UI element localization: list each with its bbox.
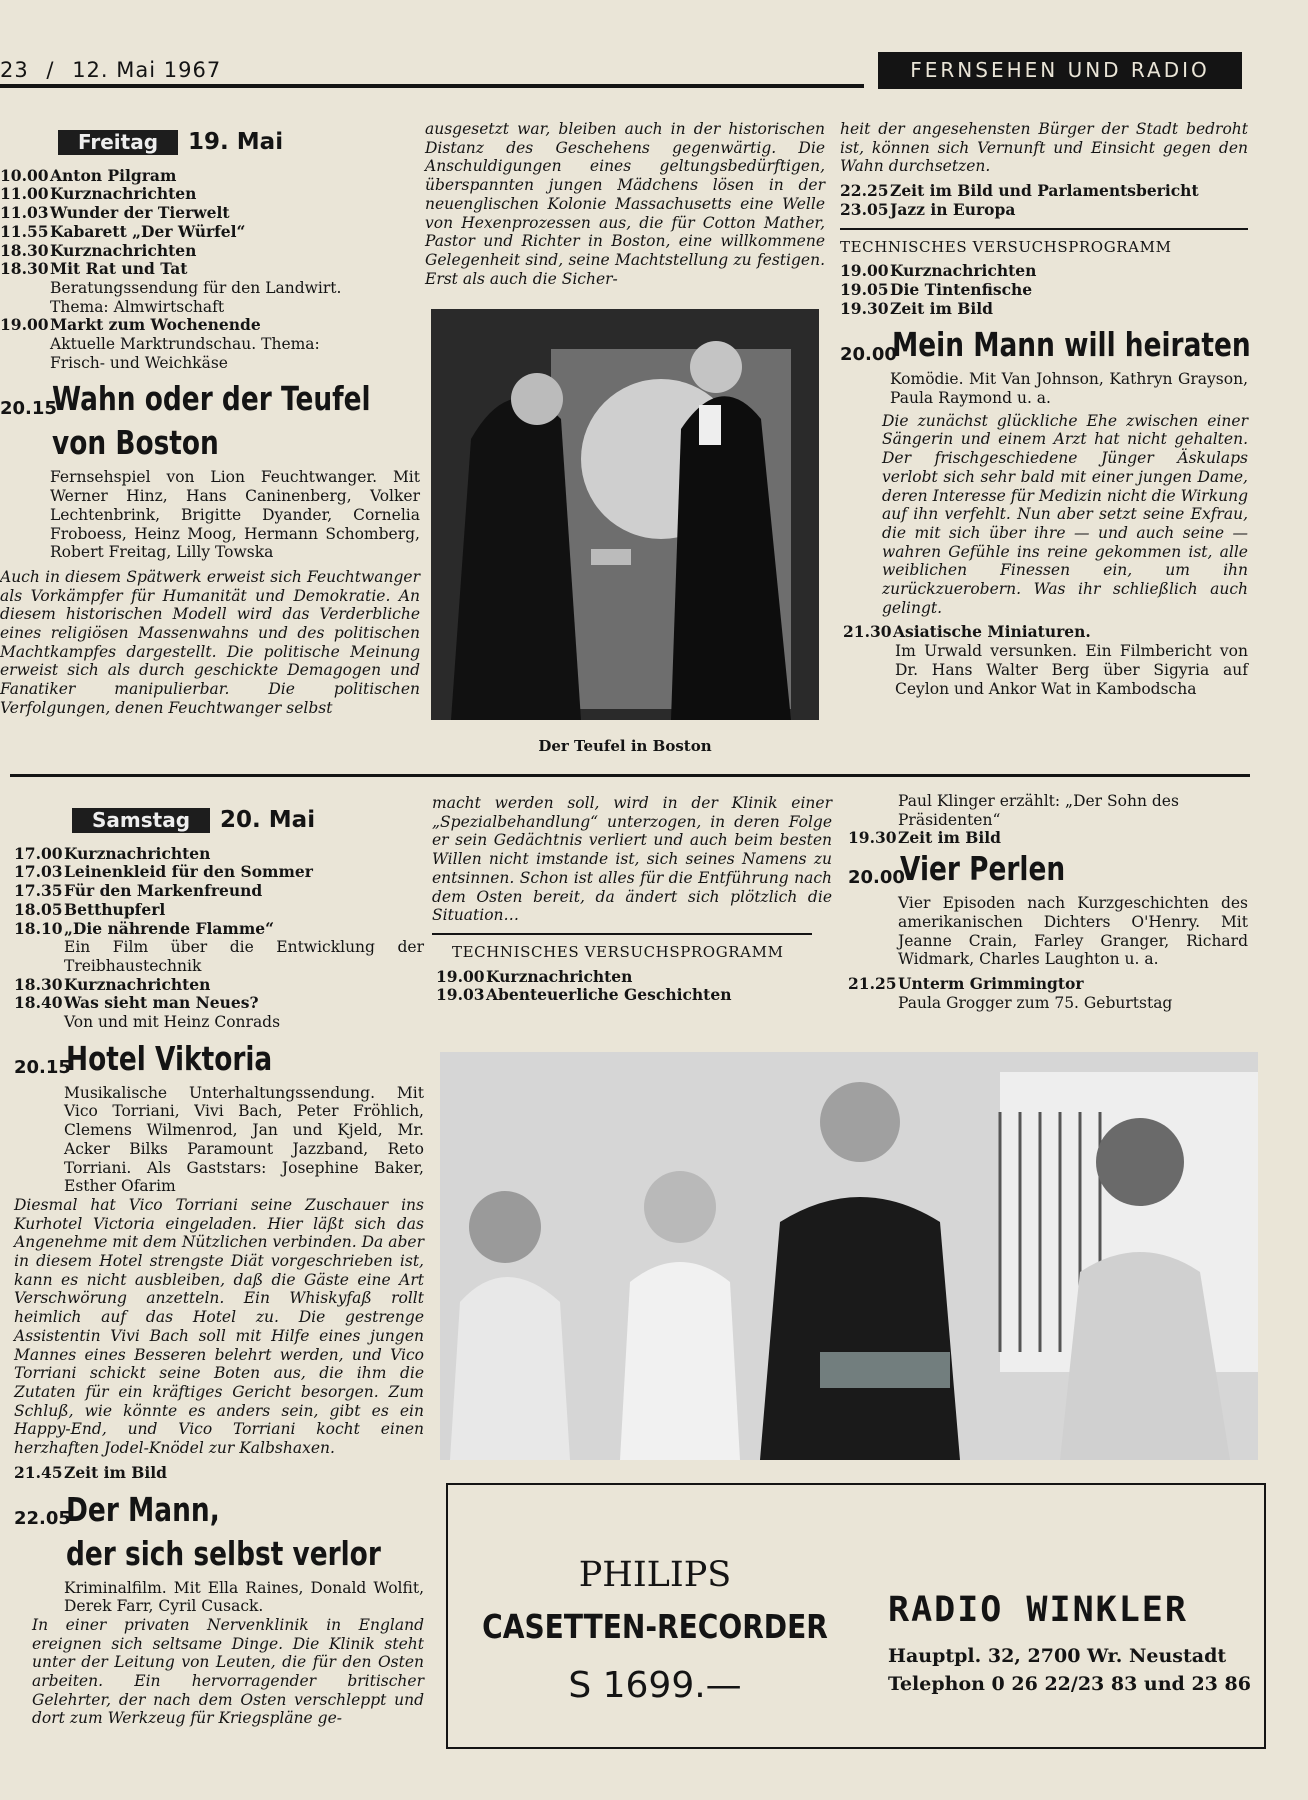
ad-product: CASETTEN-RECORDER [482,1607,828,1646]
program-item [14,920,424,939]
program-item [0,242,420,261]
program-time: 23.05 [840,199,889,219]
program-subtitle: Paula Grogger zum 75. Geburtstag [898,993,1173,1012]
section-rule [840,228,1248,230]
program-title: Für den Markenfreund [64,881,263,901]
featured-description: Die zunächst glückliche Ehe zwischen einer Sängerin und einem Arzt hat nicht gehalten. Der frischgeschiedene Jünger Äskulaps verlobt sich sehr bald mit einer jungen Dame, deren Interesse für Medizin nicht die Wirkung auf ihn verfehlt. Nun aber setzt seine Exfrau, die mit sich über ihre — und auch seine — wahren Gefühle ins reine gekommen ist, alle weiblichen Finessen ein, um ihn zurückzuerobern. Was ihr schließlich auch gelingt. [882,411,1248,617]
featured-title: Wahn oder der Teufel [52,379,371,419]
friday-heading [58,130,420,155]
ad-price: S 1699.— [568,1665,742,1706]
program-subtitle: Ein Film über die Entwicklung der Treibhaustechnik [64,938,424,975]
program-time: 21.25 [848,973,897,993]
program-time: 11.55 [0,221,49,241]
program-item [848,975,1248,994]
program-title: Unterm Grimmingtor [898,973,1084,993]
program-item [14,994,424,1013]
program-item [14,976,424,995]
photo-illustration [440,1052,1258,1460]
program-title: Anton Pilgram [50,165,177,185]
featured-title: von Boston [52,423,219,463]
ad-shop: RADIO WINKLER [888,1590,1188,1630]
featured-description: In einer privaten Nervenklinik in England ereignen sich seltsame Dinge. Die Klinik steht unter der Leitung von Leuten, die für den Osten arbeiten. Ein hervorragender britischer Gelehrter, der nach dem Osten verschleppt und dort zum Werkzeug für Kriegspläne ge- [32,1615,424,1728]
program-item [14,882,424,901]
program-title: Jazz in Europa [890,199,1016,219]
issue-separator: / [46,58,55,82]
program-title: Wunder der Tierwelt [50,203,230,223]
program-time: 11.03 [0,203,49,223]
featured-program [840,325,1251,365]
program-time: 21.45 [14,1462,63,1482]
ad-address: Hauptpl. 32, 2700 Wr. Neustadt [888,1645,1227,1667]
program-title: Kurznachrichten [64,974,211,994]
program-item [432,986,832,1005]
featured-title: Der Mann, [66,1489,220,1529]
program-subtitle: Von und mit Heinz Conrads [64,1013,281,1032]
featured-title: der sich selbst verlor [66,1533,381,1573]
program-time: 10.00 [0,165,49,185]
program-item [840,262,1248,281]
header-rule [0,84,864,88]
program-subtitle: Thema: Almwirtschaft [50,297,225,316]
program-subtitle: Paul Klinger erzählt: „Der Sohn des Präsidenten“ [898,792,1179,829]
featured-program [14,1040,424,1078]
description-continued: ausgesetzt war, bleiben auch in der historischen Distanz des Geschehens gegenwärtig. Die Anschuldigungen eines geltungsbedürftigen, überspannten jungen Mädchens lösen in der neuenglischen Kolonie Massachusetts eine Welle von Hexenprozessen aus, die für Cotton Mather, Pastor und Richter in Boston, eine willkommene Gelegenheit sind, seine Machtstellung zu festigen. Erst als auch die Sicher- [425,120,825,288]
hotel-photo [440,1052,1258,1460]
day-date: 19. Mai [188,129,284,155]
program-item [0,167,420,186]
featured-time: 22.05 [14,1507,71,1529]
program-title: Betthupferl [64,899,166,919]
program-title: Zeit im Bild [898,828,1002,848]
program-time: 22.25 [840,181,889,201]
tvp-heading: TECHNISCHES VERSUCHSPROGRAMM [452,942,784,961]
program-item [840,182,1248,201]
program-title: Kurznachrichten [64,843,211,863]
program-time: 18.30 [0,259,49,279]
featured-program [14,1491,424,1529]
day-divider [10,774,1250,777]
program-item [14,845,424,864]
photo-illustration [431,309,819,720]
program-title: Zeit im Bild [890,298,994,318]
featured-program [0,380,420,418]
teufel-photo [431,309,819,720]
program-subtitle: Aktuelle Marktrundschau. Thema: [50,335,320,354]
featured-title: Vier Perlen [900,849,1066,889]
program-item [840,281,1248,300]
description-end: heit der angesehensten Bürger der Stadt bedroht ist, können sich Vernunft und Einsicht gegen den Wahn durchsetzen. [840,120,1248,176]
program-title: Zeit im Bild und Parlamentsbericht [890,181,1199,201]
featured-time: 20.00 [840,343,897,365]
program-time: 17.03 [14,862,63,882]
program-time: 18.30 [0,240,49,260]
program-time: 19.05 [840,279,889,299]
program-time: 11.00 [0,184,49,204]
program-time: 18.30 [14,974,63,994]
program-item [0,316,420,335]
featured-description: Diesmal hat Vico Torriani seine Zuschauer ins Kurhotel Victoria eingeladen. Hier läßt sich das Angenehme mit dem Nützlichen verbinden. Da aber in diesem Hotel strengste Diät vorgeschrieben ist, kann es nicht ausbleiben, daß die Gäste eine Art Verschwörung anzetteln. Ein Whiskyfaß rollt heimlich auf das Hotel zu. Die gestrenge Assistentin Vivi Bach soll mit Hilfe eines jungen Mannes eines Besseren belehrt werden, und Vico Torriani schickt seine Boten aus, die ihm die Zutaten für ein kräftiges Gericht besorgen. Zum Schluß, wie könnte es anders sein, gibt es ein Happy-End, und Vico Torriani kocht einen herzhaften Jodel-Knödel zur Kalbshaxen. [14,1195,424,1458]
featured-program-line2 [0,424,420,462]
issue-date: 12. Mai 1967 [72,58,222,82]
featured-cast: Kriminalfilm. Mit Ella Raines, Donald Wolfit, Derek Farr, Cyril Cusack. [64,1578,424,1616]
program-item [14,1464,424,1483]
featured-program [848,850,1248,888]
featured-program-line2 [14,1535,424,1573]
program-item [0,185,420,204]
program-title: Leinenkleid für den Sommer [64,862,313,882]
advertisement [446,1483,1266,1749]
program-title: Was sieht man Neues? [64,993,259,1013]
featured-title: Mein Mann will heiraten [892,325,1251,365]
featured-title: Hotel Viktoria [66,1038,273,1078]
program-item [14,901,424,920]
saturday-column-1 [14,808,424,1728]
program-item [432,968,832,987]
featured-cast: Vier Episoden nach Kurzgeschichten des amerikanischen Dichters O'Henry. Mit Jeanne Crain, Farley Granger, Richard Widmark, Charles Laughton u. a. [898,894,1248,969]
program-title: Asiatische Miniaturen. [893,622,1091,642]
program-title: Die Tintenfische [890,279,1033,299]
program-title: Abenteuerliche Geschichten [486,985,732,1005]
program-item [848,829,1248,848]
program-time: 18.05 [14,899,63,919]
issue-header [0,58,221,82]
program-time: 19.00 [0,315,49,335]
program-time: 19.00 [840,261,889,281]
program-subtitle: Im Urwald versunken. Ein Filmbericht von Dr. Hans Walter Berg über Sigyria auf Ceylon und Ankor Wat in Kambodscha [895,642,1248,698]
description-continued: macht werden soll, wird in der Klinik einer „Spezialbehandlung“ unterzogen, in deren Folge er sein Gedächtnis verliert und auch beim besten Willen nicht imstande ist, sich seines Namens zu entsinnen. Schon ist alles für die Entführung nach dem Osten bereit, da ändert sich plötzlich die Situation… [432,794,832,925]
issue-number: 23 [0,58,29,82]
program-time: 17.35 [14,881,63,901]
program-title: Markt zum Wochenende [50,315,261,335]
featured-description: Auch in diesem Spätwerk erweist sich Feuchtwanger als Vorkämpfer für Humanität und Demokratie. An diesem historischen Modell wird das Verderbliche eines religiösen Massenwahns und des politischen Machtkampfes dargestellt. Die politische Meinung erweist sich als durch geschickte Demagogen und Fanatiker manipulierbar. Die politischen Verfolgungen, denen Feuchtwanger selbst [0,567,420,717]
featured-cast: Fernsehspiel von Lion Feuchtwanger. Mit Werner Hinz, Hans Caninenberg, Volker Lechtenbrink, Brigitte Dyander, Cornelia Froboess, Heinz Moog, Hermann Schomberg, Robert Freitag, Lilly Towska [50,468,420,562]
day-label: Freitag [58,130,178,155]
program-time: 19.00 [436,966,485,986]
program-item [0,204,420,223]
section-rule [432,933,812,935]
day-date: 20. Mai [220,807,316,833]
featured-time: 20.15 [14,1057,71,1079]
program-title: Kurznachrichten [50,240,197,260]
saturday-column-3 [848,792,1248,1012]
program-item [14,863,424,882]
program-item [840,623,1248,642]
program-title: Kurznachrichten [50,184,197,204]
day-label: Samstag [72,808,210,833]
program-title: Kurznachrichten [890,261,1037,281]
program-title: „Die nährende Flamme“ [64,918,274,938]
program-title: Kurznachrichten [486,966,633,986]
photo-caption: Der Teufel in Boston [538,737,712,755]
featured-time: 20.00 [848,867,905,889]
ad-phone: Telephon 0 26 22/23 83 und 23 86 [888,1673,1251,1695]
program-time: 17.00 [14,843,63,863]
program-item [840,201,1248,220]
friday-column-3 [840,120,1251,698]
program-title: Kabarett „Der Würfel“ [50,221,246,241]
program-time: 18.40 [14,993,63,1013]
program-title: Zeit im Bild [64,1462,168,1482]
program-time: 19.03 [436,985,485,1005]
program-item [0,223,420,242]
program-subtitle: Beratungssendung für den Landwirt. [50,278,342,297]
saturday-column-2 [432,794,832,1005]
program-time: 19.30 [848,828,897,848]
saturday-heading [72,808,424,833]
section-title: FERNSEHEN UND RADIO [878,52,1242,89]
program-item [0,260,420,279]
program-subtitle: Frisch- und Weichkäse [50,353,228,372]
featured-time: 20.15 [0,397,57,419]
featured-cast: Musikalische Unterhaltungssendung. Mit Vico Torriani, Vivi Bach, Peter Fröhlich, Clemens Wilmenrod, Jan und Kjeld, Mr. Acker Bilks Paramount Jazzband, Reto Torriani. Als Gaststars: Josephine Baker, Esther Ofarim [64,1083,424,1196]
program-time: 19.30 [840,298,889,318]
program-time: 18.10 [14,918,63,938]
program-title: Mit Rat und Tat [50,259,188,279]
ad-brand: PHILIPS [578,1555,732,1595]
friday-column-1 [0,130,420,718]
featured-cast: Komödie. Mit Van Johnson, Kathryn Grayson, Paula Raymond u. a. [890,370,1248,408]
program-item [840,300,1248,319]
program-time: 21.30 [843,622,892,642]
friday-column-2 [425,120,825,288]
tvp-heading: TECHNISCHES VERSUCHSPROGRAMM [840,237,1172,256]
